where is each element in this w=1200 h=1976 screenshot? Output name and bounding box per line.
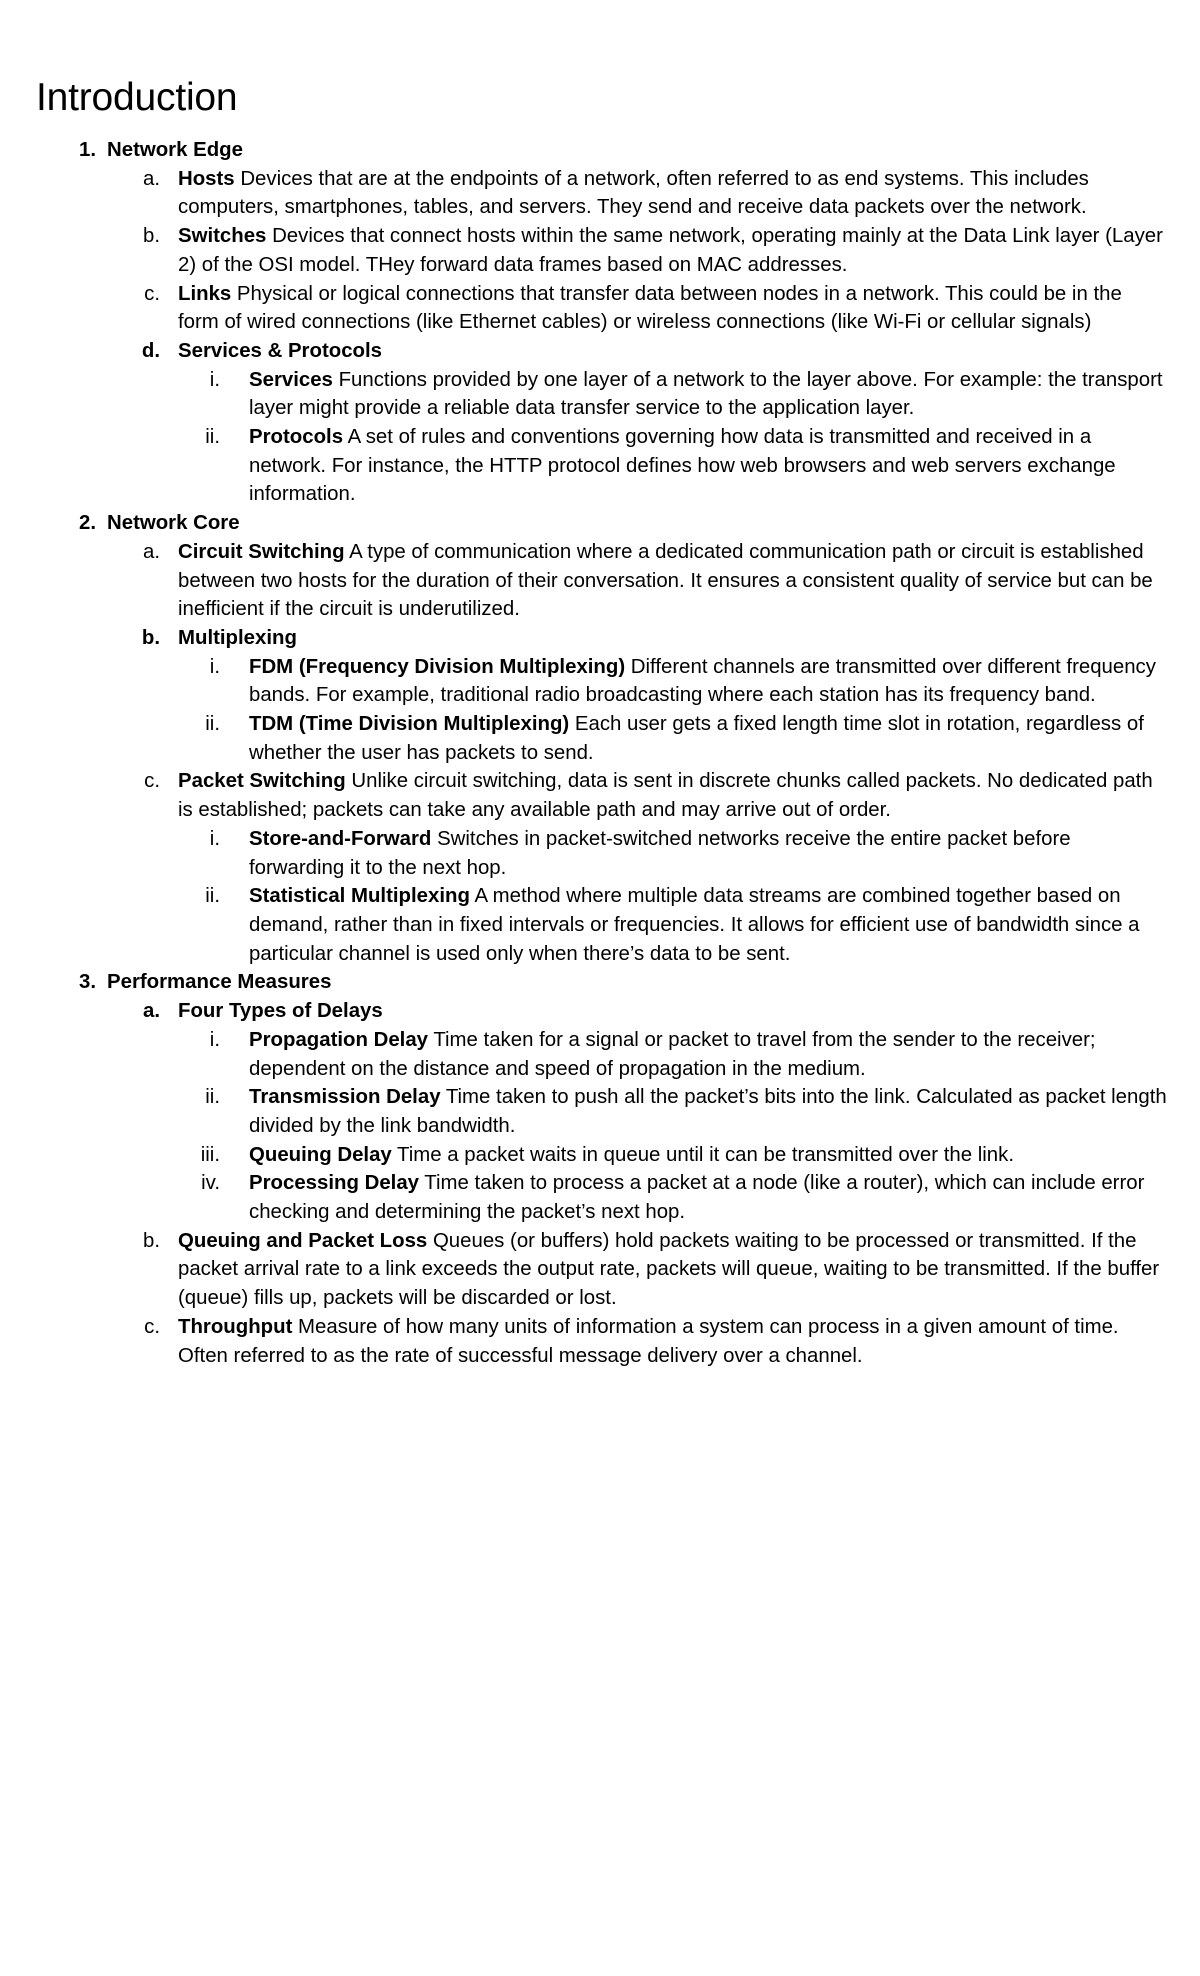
list-item-four-types-of-delays: [0, 997, 1168, 1026]
item-marker: i.: [209, 655, 220, 678]
item-term: Transmission Delay: [249, 1086, 441, 1109]
item-text: A type of communication where a dedicated communication path or circuit is established between two hosts for the duration of their conversation. It ensures a consistent quality of service but can be inefficient if the circuit is underutilized.: [178, 540, 1153, 621]
item-term: Propagation Delay: [249, 1028, 429, 1051]
item-term: Switches: [178, 225, 267, 248]
item-marker: b.: [141, 626, 160, 649]
item-marker: d.: [141, 339, 160, 362]
section-number: 1.: [78, 139, 96, 161]
item-marker: c.: [144, 1315, 160, 1338]
item-marker: a.: [142, 1000, 160, 1023]
item-term: Circuit Switching: [178, 540, 345, 563]
item-text: Functions provided by one layer of a network to the layer above. For example: the transport layer might provide a reliable data transfer service to the application layer.: [249, 368, 1163, 420]
item-marker: c.: [144, 770, 160, 793]
list-item-services: [0, 366, 1168, 423]
item-text: Time a packet waits in queue until it can be transmitted over the link.: [391, 1143, 1014, 1166]
item-text: A set of rules and conventions governing how data is transmitted and received in a network. For instance, the HTTP protocol defines how web browsers and web servers exchange information.: [249, 426, 1116, 506]
item-text: Time taken to process a packet at a node (like a router), which can include error checking and determining the packet’s next hop.: [249, 1172, 1145, 1224]
item-term: Services: [249, 368, 333, 391]
item-text: Each user gets a fixed length time slot in rotation, regardless of whether the user has packets to send.: [249, 713, 1144, 764]
list-item-multiplexing: [0, 624, 1168, 653]
item-term: Links: [178, 282, 232, 305]
list-item-transmission-delay: [0, 1083, 1168, 1140]
list-item-links: [0, 280, 1168, 337]
list-item-fdm: [0, 653, 1168, 710]
item-text: A method where multiple data streams are combined together based on demand, rather than in fixed intervals or frequencies. It allows for efficient use of bandwidth since a particular channel is used only when there’s data to be sent.: [249, 885, 1140, 965]
item-term: Processing Delay: [249, 1172, 420, 1195]
section-performance-measures: [0, 968, 1167, 997]
list-item-tdm: [0, 710, 1168, 767]
item-term: Store-and-Forward: [249, 827, 432, 850]
item-term: Statistical Multiplexing: [249, 885, 470, 908]
item-term: Protocols: [249, 426, 344, 449]
item-marker: i.: [209, 1028, 220, 1051]
item-term: Queuing and Packet Loss: [178, 1229, 428, 1252]
list-item-statistical-multiplexing: [0, 882, 1168, 968]
item-marker: i.: [209, 368, 220, 391]
item-marker: a.: [142, 540, 160, 563]
section-heading: Performance Measures: [107, 971, 332, 994]
section-heading: Network Core: [107, 512, 240, 535]
list-item-switches: [0, 222, 1168, 279]
item-text: Physical or logical connections that transfer data between nodes in a network. This could be in the form of wired connections (like Ethernet cables) or wireless connections (like Wi-Fi or cellular signals): [178, 282, 1122, 334]
list-item-queuing-delay: [0, 1141, 1168, 1170]
item-term: FDM (Frequency Division Multiplexing): [249, 655, 626, 678]
item-text: Time taken for a signal or packet to travel from the sender to the receiver; dependent on the distance and speed of propagation in the medium.: [249, 1028, 1096, 1080]
list-item-packet-switching: [0, 767, 1168, 824]
item-term: TDM (Time Division Multiplexing): [249, 713, 570, 736]
list-item-propagation-delay: [0, 1026, 1168, 1083]
list-item-services-protocols: [0, 337, 1168, 366]
list-item-processing-delay: [0, 1169, 1168, 1226]
page-title: Introduction: [36, 76, 238, 119]
item-marker: a.: [142, 167, 160, 190]
item-marker: ii.: [205, 885, 220, 908]
item-text: Unlike circuit switching, data is sent in discrete chunks called packets. No dedicated path is established; packets can take any available path and may arrive out of order.: [178, 770, 1153, 822]
item-marker: ii.: [205, 713, 220, 736]
item-term: Packet Switching: [178, 770, 346, 793]
item-marker: ii.: [205, 1086, 220, 1109]
item-term: Multiplexing: [178, 626, 297, 649]
item-term: Four Types of Delays: [178, 1000, 383, 1023]
item-text: Measure of how many units of information a system can process in a given amount of time. Often referred to as the rate of successful message delivery over a channel.: [178, 1315, 1119, 1367]
section-number: 2.: [78, 512, 96, 535]
item-text: Switches in packet-switched networks receive the entire packet before forwarding it to the next hop.: [249, 827, 1071, 879]
item-marker: i.: [209, 827, 220, 850]
section-network-core: [0, 509, 1167, 538]
list-item-hosts: [0, 165, 1168, 222]
item-text: Devices that connect hosts within the same network, operating mainly at the Data Link layer (Layer 2) of the OSI model. THey forward data frames based on MAC addresses.: [178, 225, 1163, 276]
section-heading: Network Edge: [107, 139, 243, 161]
list-item-protocols: [0, 423, 1168, 509]
item-marker: b.: [142, 1229, 160, 1252]
section-number: 3.: [78, 971, 96, 994]
item-term: Hosts: [178, 167, 235, 190]
section-network-edge: [0, 136, 1167, 165]
item-text: Time taken to push all the packet’s bits into the link. Calculated as packet length divided by the link bandwidth.: [249, 1086, 1167, 1137]
item-term: Services & Protocols: [178, 339, 382, 362]
item-text: Devices that are at the endpoints of a network, often referred to as end systems. This includes computers, smartphones, tables, and servers. They send and receive data packets over the network.: [178, 167, 1089, 219]
item-text: Different channels are transmitted over different frequency bands. For example, traditional radio broadcasting where each station has its frequency band.: [249, 655, 1156, 707]
item-marker: c.: [144, 282, 160, 305]
item-marker: ii.: [205, 426, 220, 449]
list-item-queuing-and-packet-loss: [0, 1227, 1168, 1313]
list-item-store-and-forward: [0, 825, 1168, 882]
list-item-throughput: [0, 1313, 1168, 1370]
item-text: Queues (or buffers) hold packets waiting to be processed or transmitted. If the packet arrival rate to a link exceeds the output rate, packets will queue, waiting to be transmitted. If the buffer (queue) fills up, packets will be discarded or lost.: [178, 1229, 1160, 1310]
item-term: Queuing Delay: [249, 1143, 392, 1166]
item-marker: iii.: [200, 1143, 220, 1166]
item-marker: b.: [142, 225, 160, 248]
outline-list: [0, 136, 1200, 1370]
item-term: Throughput: [178, 1315, 293, 1338]
list-item-circuit-switching: [0, 538, 1168, 624]
item-marker: iv.: [201, 1172, 220, 1195]
